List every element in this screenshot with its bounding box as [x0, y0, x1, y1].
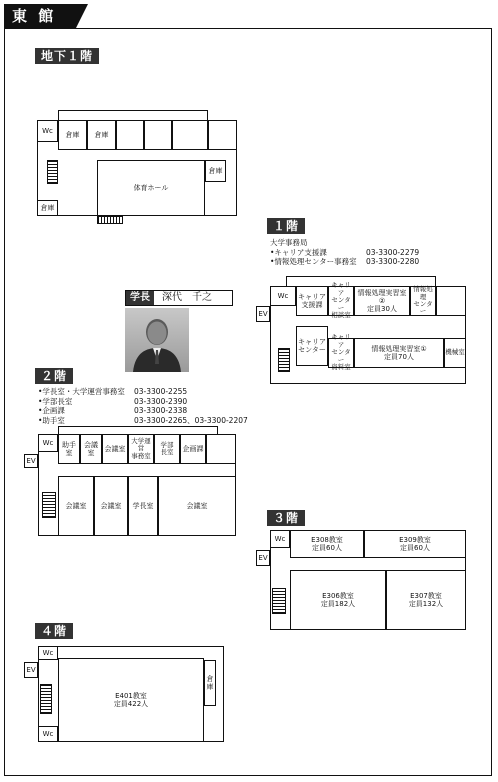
floor1-contacts	[270, 238, 419, 267]
basement-gym: 体育ホール	[97, 160, 205, 216]
floor2-admin-office: 大学運営 事務室	[128, 434, 154, 464]
floor4-storage: 倉庫	[204, 660, 216, 706]
floor4-wc-1: Wc	[38, 646, 58, 660]
basement-wc: Wc	[37, 120, 58, 142]
floor4-label: ４階	[35, 623, 73, 639]
floor4-wc-2: Wc	[38, 726, 58, 742]
basement-storage-2: 倉庫	[87, 120, 116, 150]
floor4-ev: EV	[24, 662, 38, 678]
floor1-info-lab-2: 情報処理実習室② 定員30人	[354, 286, 410, 316]
building-title: 東 館	[4, 4, 76, 28]
floor3-stairs	[272, 588, 286, 614]
floor2-meeting-3: 会議室	[58, 476, 94, 536]
floor1-ev: EV	[256, 306, 270, 322]
floor3-floorplan	[256, 530, 466, 630]
floor2-contacts	[38, 387, 248, 425]
floor2-contact-row: •学部長室 03-3300-2390	[38, 396, 188, 406]
basement-storage-1: 倉庫	[58, 120, 87, 150]
president-photo	[125, 308, 189, 372]
basement-storage-right: 倉庫	[205, 160, 226, 182]
floor1-wc: Wc	[270, 286, 296, 306]
floor2-meeting-1: 会議室	[80, 434, 102, 464]
president-role: 学長	[126, 291, 154, 305]
floor2-floorplan	[24, 426, 236, 536]
floor1-career-center: キャリア センター	[296, 326, 328, 366]
floor2-meeting-2: 会議室	[102, 434, 128, 464]
floor1-info-lab-1: 情報処理実習室① 定員70人	[354, 338, 444, 368]
floor1-stairs	[278, 348, 290, 372]
floor2-assistant-room: 助手室	[58, 434, 80, 464]
floor3-label: ３階	[267, 510, 305, 526]
floor2-meeting-5: 会議室	[158, 476, 236, 536]
floor2-planning: 企画課	[180, 434, 206, 464]
floor4-stairs	[40, 684, 52, 714]
floor2-stairs	[42, 492, 56, 518]
floor2-wc: Wc	[38, 434, 58, 452]
president-name: 深代 千之	[162, 292, 212, 303]
floor2-dean-room: 学部 長室	[154, 434, 180, 464]
floor2-meeting-4: 会議室	[94, 476, 128, 536]
floor1-career-support: キャリア 支援課	[296, 286, 328, 316]
floor1-info-center: 情報処理 センター	[410, 286, 436, 316]
floor1-contact-row: •情報処理センター事務室 03-3300-2280	[270, 257, 420, 266]
floor4-e401: E401教室 定員422人	[58, 658, 204, 742]
floor3-e308: E308教室 定員60人	[290, 530, 364, 558]
basement-storage-left: 倉庫	[37, 200, 58, 216]
floor2-label: ２階	[35, 368, 73, 384]
floor1-career-consult: キャリア センター 相談室	[328, 286, 354, 316]
floor3-wc: Wc	[270, 530, 290, 548]
floor3-e307: E307教室 定員132人	[386, 570, 466, 630]
basement-label: 地下１階	[35, 48, 99, 64]
floor3-e309: E309教室 定員60人	[364, 530, 466, 558]
title-tab-slant	[76, 4, 88, 28]
floor2-president-room: 学長室	[128, 476, 158, 536]
floor1-machine-room: 機械室	[444, 338, 466, 368]
floor2-contact-row: •助手室 03-3300-2265、03-3300-2207	[38, 415, 248, 425]
floor3-e306: E306教室 定員182人	[290, 570, 386, 630]
floor4-floorplan	[24, 646, 224, 742]
floor2-contact-row: •学長室・大学運営事務室 03-3300-2255	[38, 387, 188, 396]
floor1-floorplan	[256, 276, 466, 384]
floor2-contact-row: •企画課 03-3300-2338	[38, 406, 188, 415]
president-nameplate	[125, 290, 233, 306]
floor1-career-library: キャリア センター 資料室	[328, 338, 354, 368]
basement-floorplan	[37, 110, 237, 226]
floor1-label: １階	[267, 218, 305, 234]
basement-stairs-left	[47, 160, 58, 184]
basement-stairs-bottom	[97, 216, 123, 224]
floor1-office-title: 大学事務局	[270, 238, 308, 247]
floor1-contact-row: •キャリア支援課 03-3300-2279	[270, 247, 420, 257]
floor3-ev: EV	[256, 550, 270, 566]
floor2-ev: EV	[24, 454, 38, 468]
